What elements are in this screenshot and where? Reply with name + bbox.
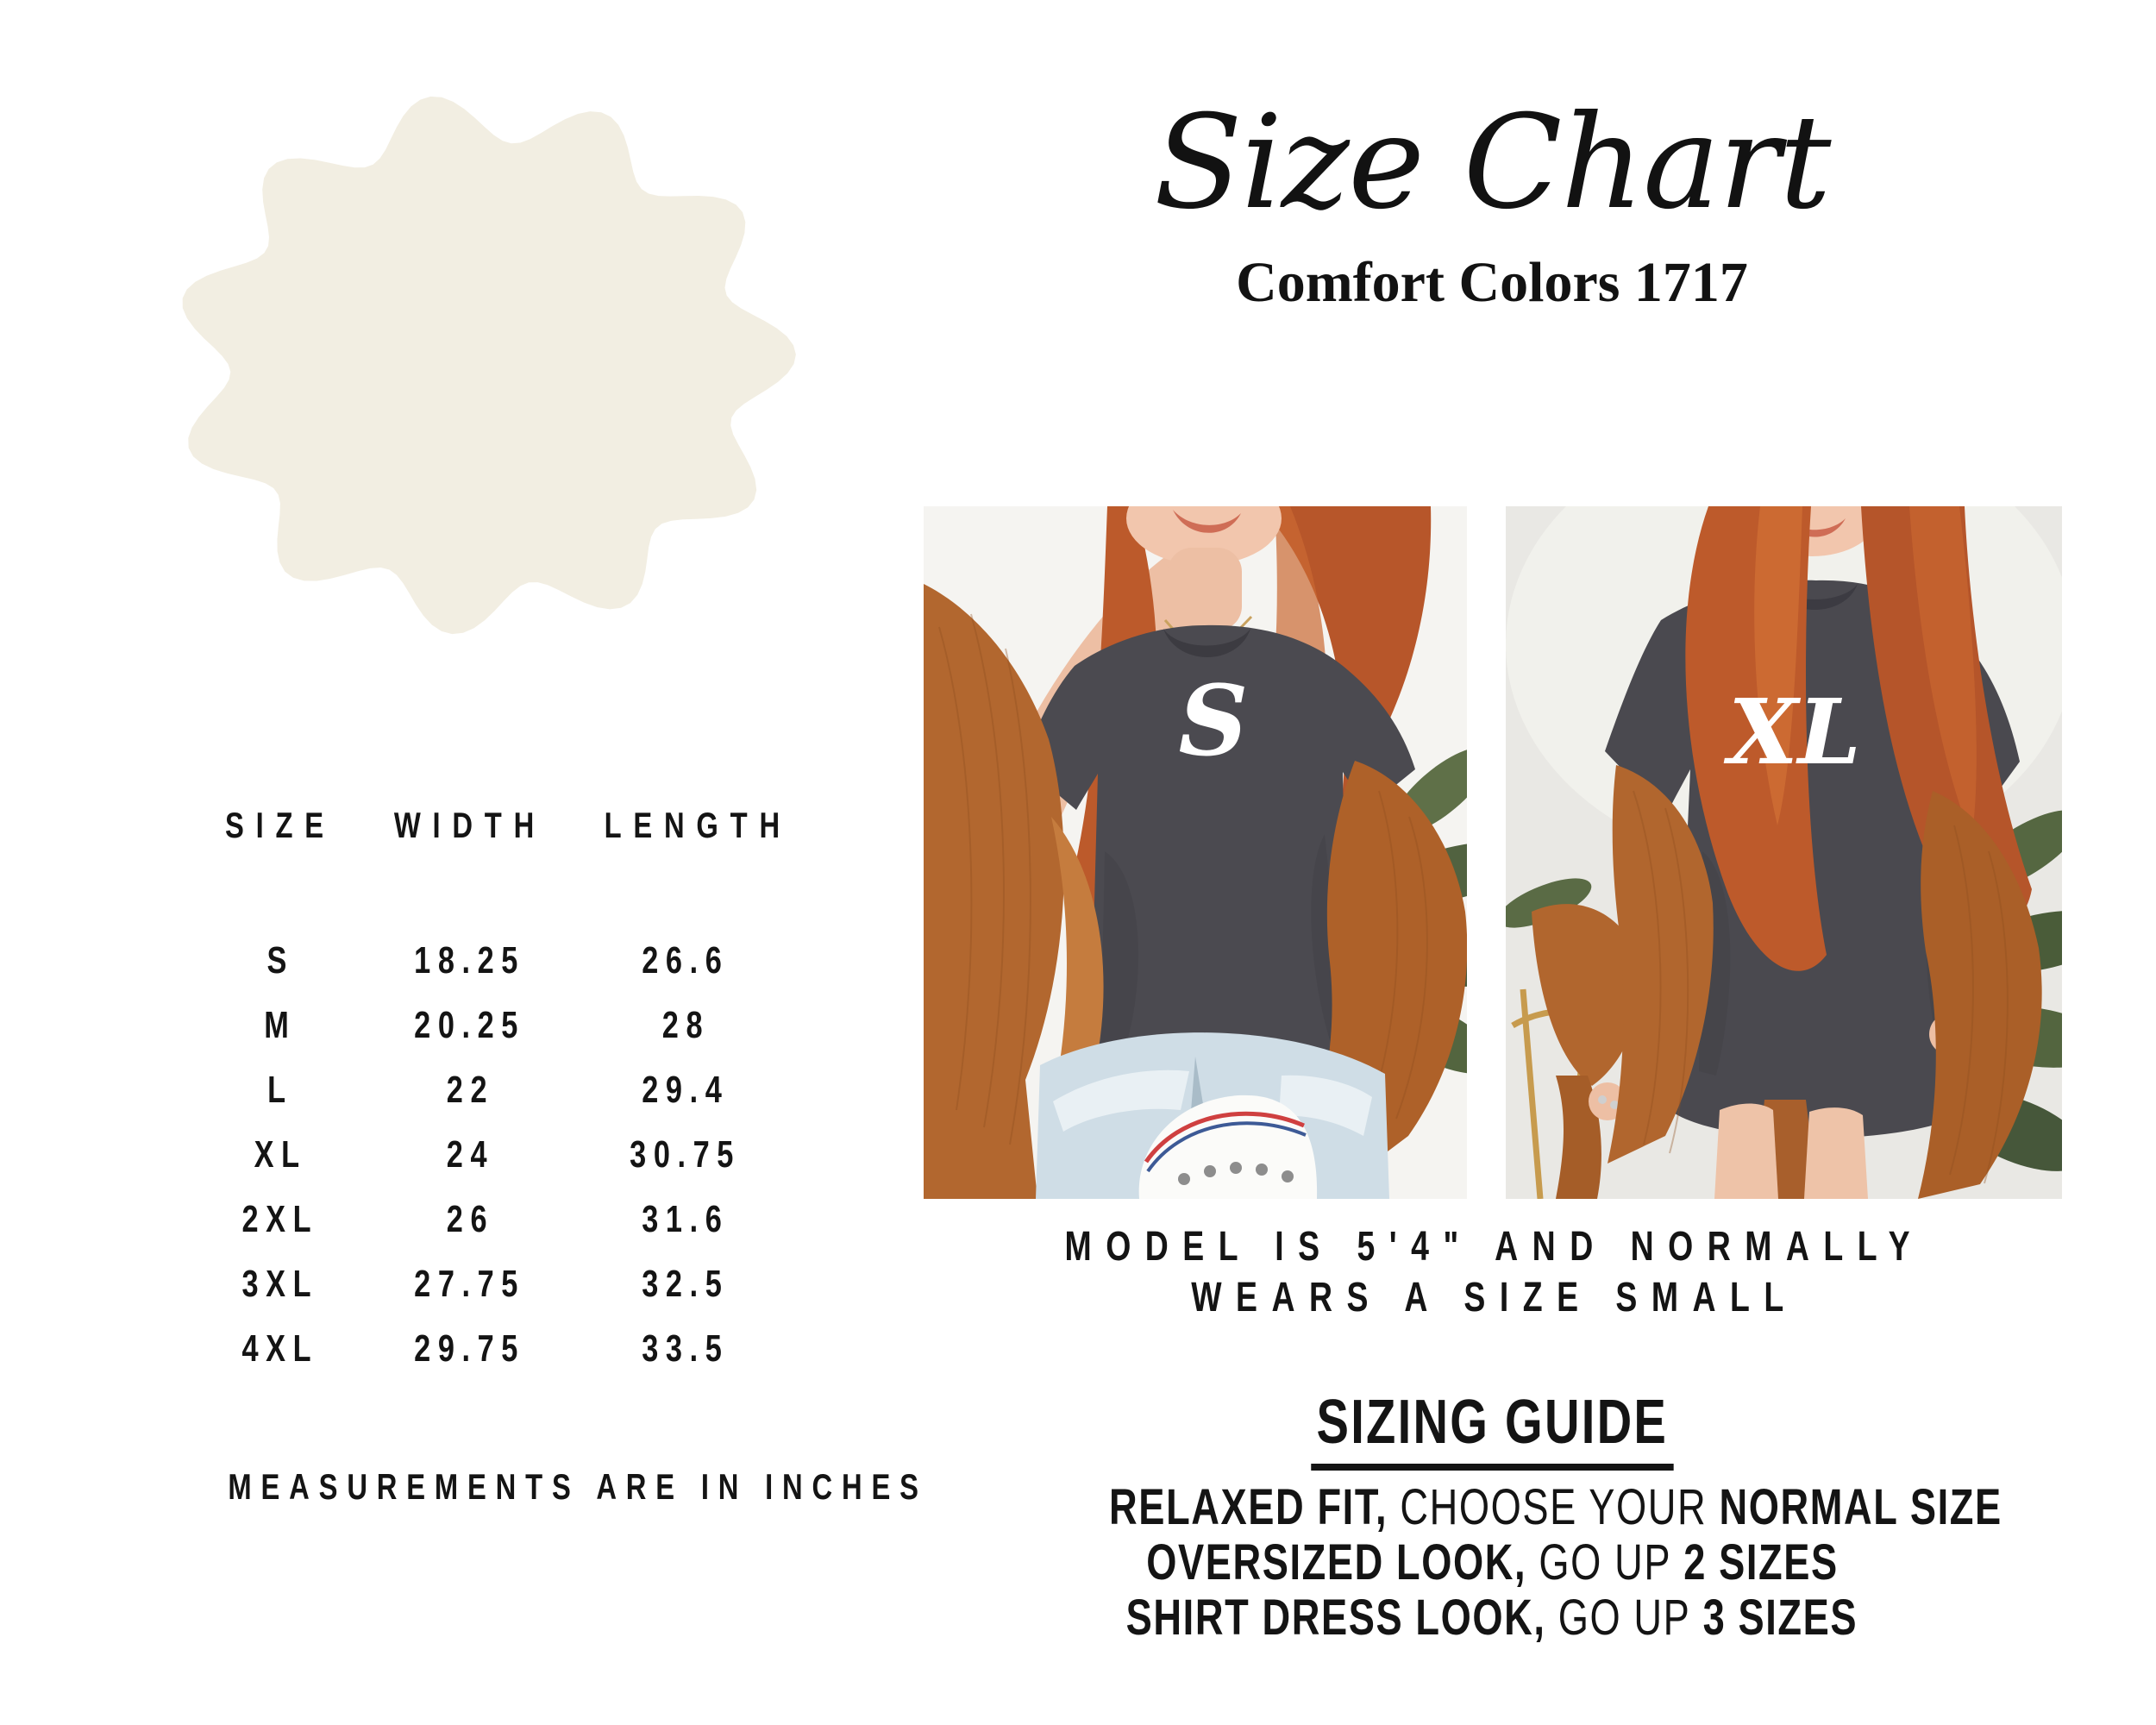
size-cell: S xyxy=(266,938,294,982)
sizing-guide xyxy=(983,1387,2001,1646)
shirt-size-letter-s: S xyxy=(1178,665,1249,778)
width-cell: 29.75 xyxy=(414,1327,526,1370)
brand-header xyxy=(1095,76,1889,312)
length-cell: 31.6 xyxy=(642,1197,730,1240)
model-photo-size-s xyxy=(924,506,1467,1199)
size-table-body xyxy=(198,928,793,1381)
width-cell: 20.25 xyxy=(414,1003,526,1046)
page-title: Size Chart xyxy=(1154,88,1830,238)
size-cell: L xyxy=(267,1068,293,1111)
size-cell: M xyxy=(264,1003,297,1046)
width-cell: 22 xyxy=(446,1068,494,1111)
measurement-note: MEASUREMENTS ARE IN INCHES xyxy=(228,1466,928,1507)
length-cell: 29.4 xyxy=(642,1068,730,1111)
model-caption-line1: MODEL IS 5'4" AND NORMALLY xyxy=(1064,1224,1925,1270)
size-table xyxy=(198,805,793,1381)
model-caption-line2: WEARS A SIZE SMALL xyxy=(1191,1275,1798,1321)
size-cell: 3XL xyxy=(241,1262,319,1305)
sizing-guide-title: SIZING GUIDE xyxy=(983,1387,2001,1458)
table-row xyxy=(198,1122,793,1187)
sizing-guide-lines xyxy=(983,1480,2001,1646)
sizing-guide-line: OVERSIZED LOOK, GO UP 2 SIZES xyxy=(1145,1534,1839,1590)
size-table-header xyxy=(198,805,793,846)
width-cell: 26 xyxy=(446,1197,494,1240)
shirt-size-letter-xl: XL xyxy=(1728,679,1861,785)
length-cell: 32.5 xyxy=(642,1262,730,1305)
table-row xyxy=(198,928,793,993)
table-row xyxy=(198,1316,793,1381)
page-subtitle: Comfort Colors 1717 xyxy=(1236,250,1748,314)
model-photo-size-xl xyxy=(1506,506,2062,1199)
col-size: SIZE xyxy=(225,805,335,845)
width-cell: 18.25 xyxy=(414,938,526,982)
table-row xyxy=(198,1187,793,1251)
length-cell: 30.75 xyxy=(630,1132,742,1176)
model-photo-small-illustration xyxy=(924,506,1467,1199)
table-row xyxy=(198,993,793,1057)
length-cell: 28 xyxy=(661,1003,710,1046)
length-cell: 33.5 xyxy=(642,1327,730,1370)
width-cell: 24 xyxy=(446,1132,494,1176)
table-row xyxy=(198,1251,793,1316)
col-length: LENGTH xyxy=(604,805,792,845)
sizing-guide-line: RELAXED FIT, CHOOSE YOUR NORMAL SIZE xyxy=(1109,1479,2002,1535)
size-cell: XL xyxy=(254,1132,307,1176)
width-cell: 27.75 xyxy=(414,1262,526,1305)
size-cell: 4XL xyxy=(241,1327,319,1370)
col-width: WIDTH xyxy=(393,805,547,845)
model-caption xyxy=(925,1221,2064,1323)
model-photo-oversized-illustration xyxy=(1506,506,2062,1199)
length-cell: 26.6 xyxy=(642,938,730,982)
size-cell: 2XL xyxy=(241,1197,319,1240)
scallop-shape xyxy=(170,86,799,643)
sizing-guide-line: SHIRT DRESS LOOK, GO UP 3 SIZES xyxy=(1125,1590,1858,1646)
table-row xyxy=(198,1057,793,1122)
